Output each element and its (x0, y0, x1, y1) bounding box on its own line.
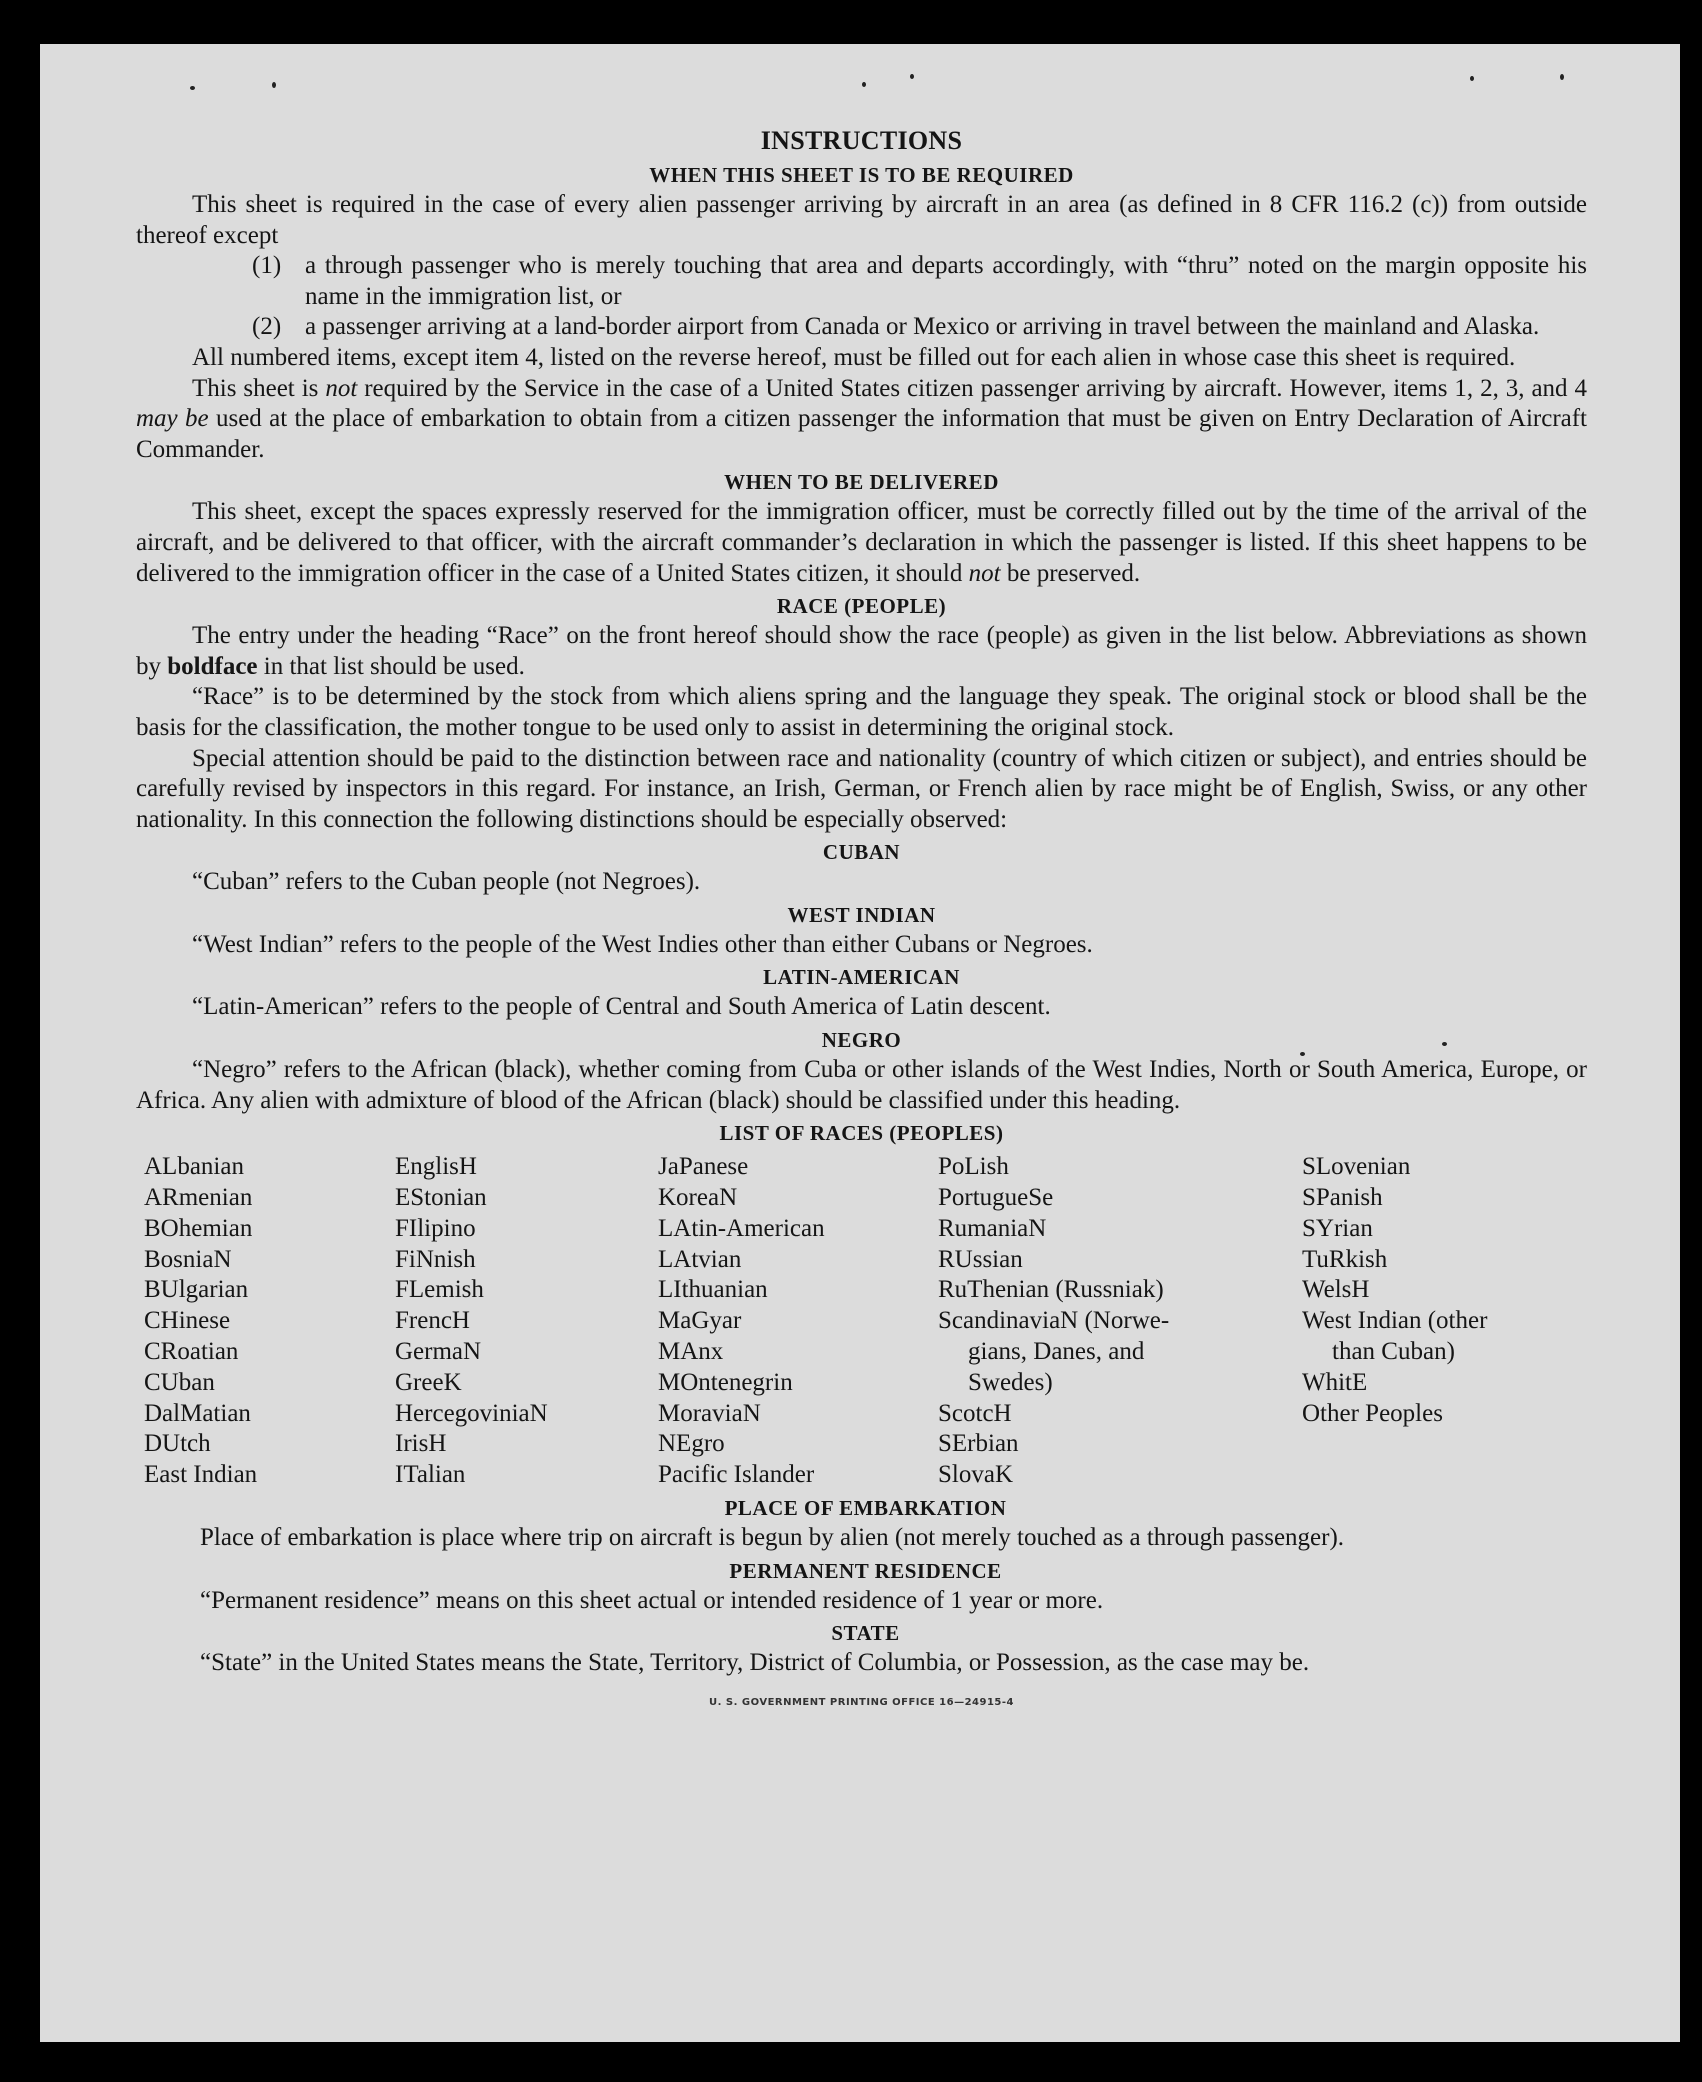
section-heading-negro: NEGRO (821, 1028, 902, 1053)
race-entry: NEgro (658, 1430, 725, 1458)
text-run: The entry under the heading “Race” on the front hereof should show the race (people) as given in the list below. Abbreviations as shown by (136, 622, 1587, 680)
race-entry: RuThenian (Russniak) (938, 1276, 1164, 1304)
paragraph: Place of embarkation is place where trip on aircraft is begun by alien (not merely touched as a through passenger). (200, 1524, 1345, 1552)
speck (272, 82, 276, 88)
race-entry: BUlgarian (144, 1276, 249, 1304)
race-entry: ARmenian (144, 1184, 253, 1212)
section-heading-delivered: WHEN TO BE DELIVERED (724, 470, 999, 495)
text-run: This sheet, except the spaces expressly reserved for the immigration officer, must be correctly filled out by the time of the arrival of the aircraft, and be delivered to that officer, with the aircraft commander’s declaration in which the passenger is listed. If this sheet happens to be delivered to the immigration officer in the case of a United States citizen, it should (136, 498, 1587, 587)
section-heading-state: STATE (831, 1621, 900, 1646)
race-entry: DUtch (144, 1430, 211, 1458)
race-entry: Other Peoples (1302, 1399, 1443, 1427)
italic-text: not (325, 374, 358, 402)
race-entry: GermaN (395, 1338, 482, 1366)
item-number: (1) (252, 252, 282, 280)
races-column (938, 1152, 1302, 1491)
race-entry: JaPanese (658, 1153, 749, 1181)
race-entry: FIlipino (395, 1214, 476, 1242)
list-item (252, 251, 1587, 312)
text-run: used at the place of embarkation to obtain from a citizen passenger the information that must be given on Entry Declaration of Aircraft Commander. (136, 405, 1588, 463)
race-entry: BosniaN (144, 1245, 232, 1273)
speck (190, 86, 195, 90)
paragraph: “Cuban” refers to the Cuban people (not Negroes). (192, 868, 701, 896)
race-entry: ALbanian (144, 1153, 244, 1181)
race-entry: SLovenian (1302, 1153, 1411, 1181)
race-entry: EStonian (395, 1184, 487, 1212)
paragraph: “Negro” refers to the African (black), whether coming from Cuba or other islands of the West Indies, North or South America, Europe, or Africa. Any alien with admixture of blood of the African (black) should be classified under this heading. (136, 1056, 1587, 1114)
race-entry: MAnx (658, 1338, 724, 1366)
paragraph: This sheet is required in the case of every alien passenger arriving by aircraft in an area (as defined in 8 CFR 116.2 (c)) from outside thereof except (136, 191, 1587, 249)
item-text: a passenger arriving at a land-border airport from Canada or Mexico or arriving in travel between the mainland and Alaska. (305, 313, 1540, 341)
speck (1442, 1042, 1447, 1046)
race-entry: SYrian (1302, 1214, 1373, 1242)
race-entry: West Indian (other (1302, 1307, 1488, 1335)
race-entry: TuRkish (1302, 1245, 1388, 1273)
race-entry: CRoatian (144, 1338, 239, 1366)
paragraph: Special attention should be paid to the distinction between race and nationality (country of which citizen or subject), and entries should be carefully revised by inspectors in this regard. For instance, an Irish, German, or French alien by race might be of English, Swiss, or any other nationality. In this connection the following distinctions should be especially observed: (136, 744, 1587, 833)
text-run: required by the Service in the case of a United States citizen passenger arriving by aircraft. However, items 1, 2, 3, and 4 (357, 374, 1587, 402)
list-item (252, 312, 1587, 343)
paragraph: “Latin-American” refers to the people of Central and South America of Latin descent. (192, 993, 1051, 1021)
printer-imprint: U. S. GOVERNMENT PRINTING OFFICE 16—24915-4 (709, 1696, 1014, 1708)
races-column (144, 1152, 395, 1491)
race-entry-continued: gians, Danes, and (968, 1338, 1145, 1366)
race-entry: IrisH (395, 1430, 447, 1458)
race-entry: FLemish (395, 1276, 484, 1304)
race-entry: MaGyar (658, 1307, 742, 1335)
speck (862, 82, 866, 87)
section-heading-embarkation: PLACE OF EMBARKATION (724, 1496, 1007, 1521)
race-entry: SlovaK (938, 1461, 1013, 1489)
paragraph: “West Indian” refers to the people of the West Indies other than either Cubans or Negroes. (192, 930, 1093, 958)
race-entry: LAtvian (658, 1245, 742, 1273)
italic-text: not (968, 559, 1001, 587)
paragraph: All numbered items, except item 4, listed on the reverse hereof, must be filled out for each alien in whose case this sheet is required. (192, 343, 1516, 371)
speck (1560, 74, 1564, 80)
race-entry: LAtin-American (658, 1214, 825, 1242)
text-run: in that list should be used. (257, 652, 525, 680)
race-entry: KoreaN (658, 1184, 738, 1212)
race-entry: PoLish (938, 1153, 1009, 1181)
section-heading-races-list: LIST OF RACES (PEOPLES) (719, 1121, 1004, 1146)
item-text: a through passenger who is merely touching that area and departs accordingly, with “thru” noted on the margin opposite his name in the immigration list, or (305, 252, 1587, 310)
page-title: INSTRUCTIONS (760, 126, 963, 155)
race-entry: Pacific Islander (658, 1461, 815, 1489)
race-entry: RumaniaN (938, 1214, 1047, 1242)
paragraph: “Permanent residence” means on this sheet actual or intended residence of 1 year or more. (200, 1586, 1104, 1614)
race-entry-continued: than Cuban) (1332, 1338, 1455, 1366)
italic-text: may be (136, 405, 209, 433)
race-entry: CUban (144, 1368, 215, 1396)
race-entry: MOntenegrin (658, 1368, 793, 1396)
races-list (136, 1152, 1587, 1491)
race-entry: LIthuanian (658, 1276, 768, 1304)
text-run: This sheet is (192, 374, 326, 402)
speck (1470, 76, 1474, 81)
section-heading-race: RACE (PEOPLE) (776, 594, 947, 619)
instruction-sheet (40, 44, 1680, 2042)
race-entry: FiNnish (395, 1245, 476, 1273)
race-entry: RUssian (938, 1245, 1023, 1273)
race-entry: DalMatian (144, 1399, 251, 1427)
race-entry: BOhemian (144, 1214, 253, 1242)
section-heading-required: WHEN THIS SHEET IS TO BE REQUIRED (649, 163, 1074, 187)
race-entry: ScotcH (938, 1399, 1012, 1427)
races-column (658, 1152, 938, 1491)
race-entry: East Indian (144, 1461, 258, 1489)
paragraph (136, 621, 1587, 682)
paragraph: “State” in the United States means the State, Territory, District of Columbia, or Possession, as the case may be. (200, 1649, 1310, 1677)
paragraph: “Race” is to be determined by the stock from which aliens spring and the language they speak. The original stock or blood shall be the basis for the classification, the mother tongue to be used only to assist in determining the original stock. (136, 683, 1587, 741)
speck (1300, 1052, 1305, 1056)
race-entry: WelsH (1302, 1276, 1370, 1304)
race-entry: EnglisH (395, 1153, 477, 1181)
section-heading-west-indian: WEST INDIAN (787, 902, 936, 927)
bold-text: boldface (167, 652, 258, 680)
race-entry: ScandinaviaN (Norwe- (938, 1307, 1170, 1335)
paragraph (136, 374, 1587, 466)
section-heading-residence: PERMANENT RESIDENCE (729, 1558, 1002, 1583)
race-entry: PortugueSe (938, 1184, 1054, 1212)
text-run: be preserved. (1000, 559, 1141, 587)
paragraph (136, 497, 1587, 589)
item-number: (2) (252, 313, 282, 341)
lower-sections (136, 1493, 1587, 1679)
race-entry: FrencH (395, 1307, 470, 1335)
race-entry: CHinese (144, 1307, 231, 1335)
race-entry: WhitE (1302, 1368, 1368, 1396)
race-entry: MoraviaN (658, 1399, 761, 1427)
race-entry: ITalian (395, 1461, 466, 1489)
section-heading-cuban: CUBAN (822, 840, 901, 865)
race-entry: HercegoviniaN (395, 1399, 548, 1427)
speck (910, 74, 914, 79)
race-entry: GreeK (395, 1368, 462, 1396)
race-entry-continued: Swedes) (968, 1368, 1053, 1396)
races-column (395, 1152, 658, 1491)
races-column (1302, 1152, 1562, 1491)
section-heading-latin-american: LATIN-AMERICAN (763, 965, 960, 990)
race-entry: SErbian (938, 1430, 1019, 1458)
race-entry: SPanish (1302, 1184, 1383, 1212)
